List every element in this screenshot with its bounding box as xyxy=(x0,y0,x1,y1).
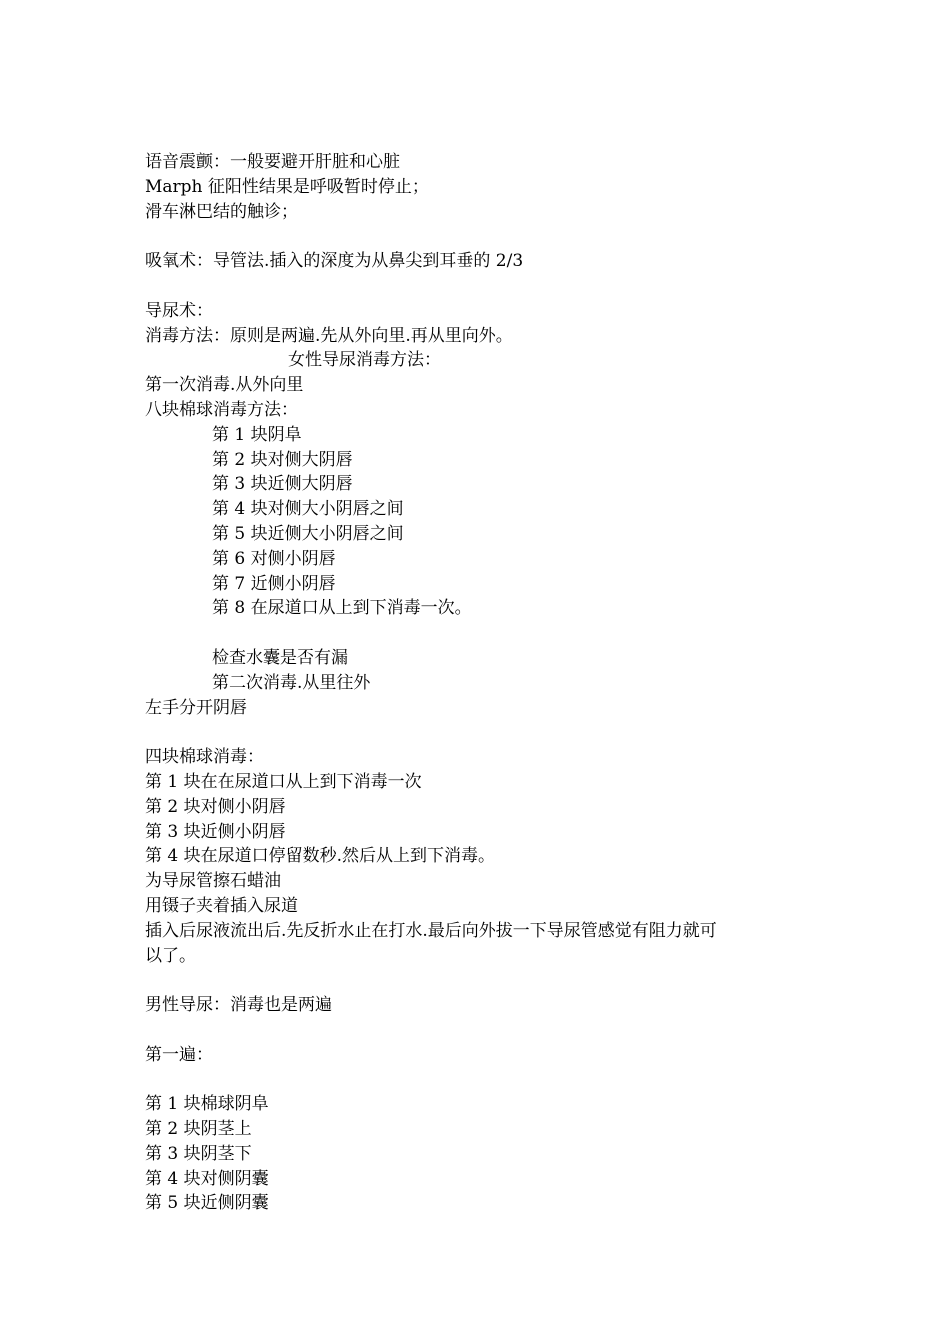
blank-line xyxy=(145,621,825,646)
list-item: 第 2 块阴茎上 xyxy=(145,1119,252,1140)
list-item: 第 4 块对侧阴囊 xyxy=(145,1168,269,1189)
text-line: 吸氧术：导管法.插入的深度为从鼻尖到耳垂的 2/3 xyxy=(145,251,524,272)
text-line: Marph 征阳性结果是呼吸暂时停止； xyxy=(145,176,429,197)
list-item: 第 1 块在在尿道口从上到下消毒一次 xyxy=(145,771,422,792)
section-heading: 男性导尿：消毒也是两遍 xyxy=(145,995,332,1016)
text-line: 第一次消毒.从外向里 xyxy=(145,375,304,396)
subsection-heading: 第一遍： xyxy=(145,1044,213,1065)
list-item: 第 2 块对侧大阴唇 xyxy=(212,449,353,470)
text-line: 用镊子夹着插入尿道 xyxy=(145,895,298,916)
text-line: 以了。 xyxy=(145,945,196,966)
text-line: 语音震颤：一般要避开肝脏和心脏 xyxy=(145,152,400,172)
section-heading: 导尿术： xyxy=(145,300,213,321)
text-line: 左手分开阴唇 xyxy=(145,697,247,718)
blank-line xyxy=(145,968,825,993)
list-item: 第 4 块在尿道口停留数秒.然后从上到下消毒。 xyxy=(145,846,496,867)
list-item: 第 3 块近侧大阴唇 xyxy=(212,474,353,495)
list-item: 第 6 对侧小阴唇 xyxy=(212,548,336,569)
blank-line xyxy=(145,1018,825,1043)
list-item: 第 2 块对侧小阴唇 xyxy=(145,796,286,817)
text-line: 第二次消毒.从里往外 xyxy=(212,672,371,693)
text-line: 消毒方法：原则是两遍.先从外向里.再从里向外。 xyxy=(145,325,513,346)
list-item: 第 8 在尿道口从上到下消毒一次。 xyxy=(212,598,472,619)
list-item: 第 3 块近侧小阴唇 xyxy=(145,821,286,842)
list-item: 第 1 块阴阜 xyxy=(212,424,302,445)
subsection-heading: 女性导尿消毒方法： xyxy=(288,350,441,371)
blank-line xyxy=(145,224,825,249)
list-item: 第 3 块阴茎下 xyxy=(145,1143,252,1164)
list-item: 第 1 块棉球阴阜 xyxy=(145,1094,269,1115)
text-line: 滑车淋巴结的触诊； xyxy=(145,201,298,222)
document-body xyxy=(145,150,825,1216)
text-line: 八块棉球消毒方法： xyxy=(145,399,298,420)
list-item: 第 5 块近侧大小阴唇之间 xyxy=(212,523,404,544)
blank-line xyxy=(145,720,825,745)
text-line: 插入后尿液流出后.先反折水止在打水.最后向外拔一下导尿管感觉有阻力就可 xyxy=(145,920,717,941)
text-line: 检查水囊是否有漏 xyxy=(212,647,348,668)
section-heading: 四块棉球消毒： xyxy=(145,747,264,768)
list-item: 第 4 块对侧大小阴唇之间 xyxy=(212,499,404,520)
list-item: 第 7 近侧小阴唇 xyxy=(212,573,336,594)
text-line: 为导尿管擦石蜡油 xyxy=(145,871,281,892)
blank-line xyxy=(145,274,825,299)
list-item: 第 5 块近侧阴囊 xyxy=(145,1193,269,1214)
blank-line xyxy=(145,1067,825,1092)
